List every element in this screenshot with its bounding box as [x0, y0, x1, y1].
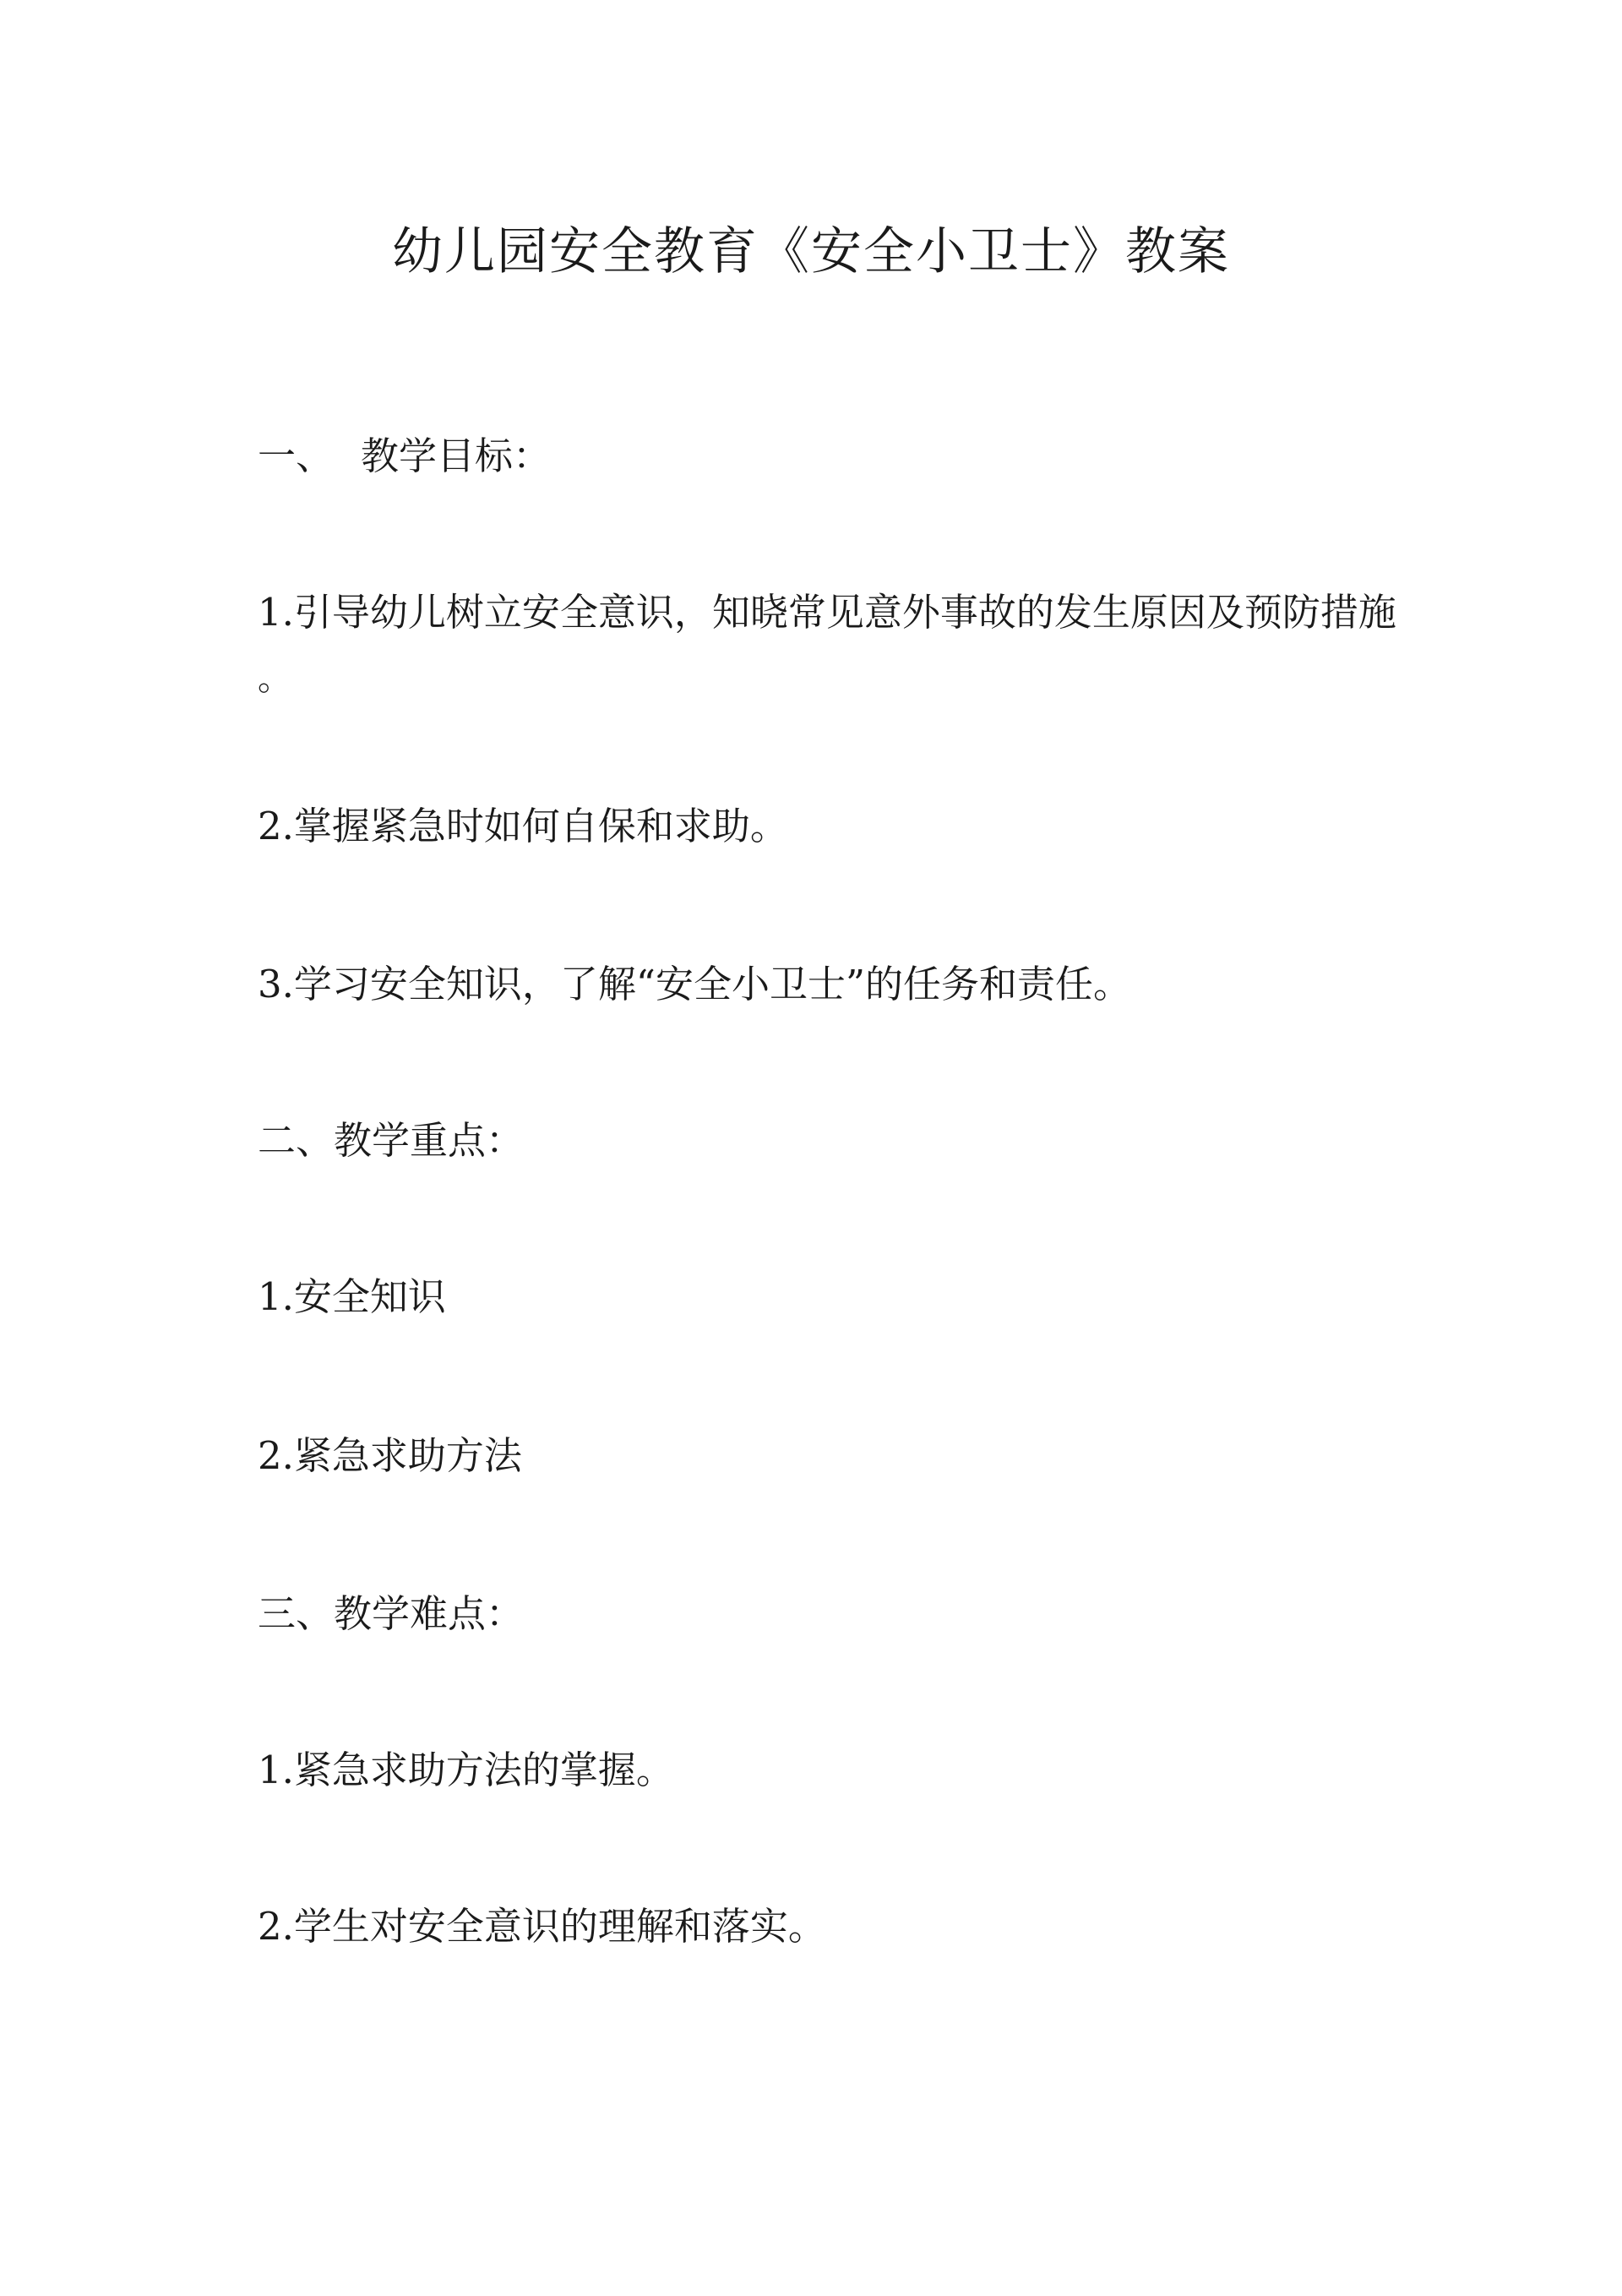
objective-item-1-continuation: 。 — [258, 659, 291, 698]
key-point-item-1: 1.安全知识 — [258, 1274, 446, 1319]
objective-item-1: 1.引导幼儿树立安全意识，知晓常见意外事故的发生原因及预防措施 — [258, 590, 1396, 635]
difficulty-item-2: 2.学生对安全意识的理解和落实。 — [258, 1904, 826, 1949]
objective-item-3: 3.学习安全知识，了解“安全小卫士”的任务和责任。 — [258, 962, 1131, 1006]
section-title: 教学目标： — [361, 434, 552, 478]
section-heading-objectives — [258, 427, 551, 486]
difficulty-item-1: 1.紧急求助方法的掌握。 — [258, 1748, 674, 1792]
document-title: 幼儿园安全教育《安全小卫士》教案 — [392, 222, 1230, 281]
key-point-item-2: 2.紧急求助方法 — [258, 1433, 522, 1478]
objective-item-2: 2.掌握紧急时如何自保和求助。 — [258, 804, 788, 848]
section-number: 一、 — [258, 434, 335, 478]
section-heading-difficulties: 三、教学难点： — [258, 1591, 525, 1636]
section-heading-key-points: 二、教学重点： — [258, 1118, 525, 1163]
